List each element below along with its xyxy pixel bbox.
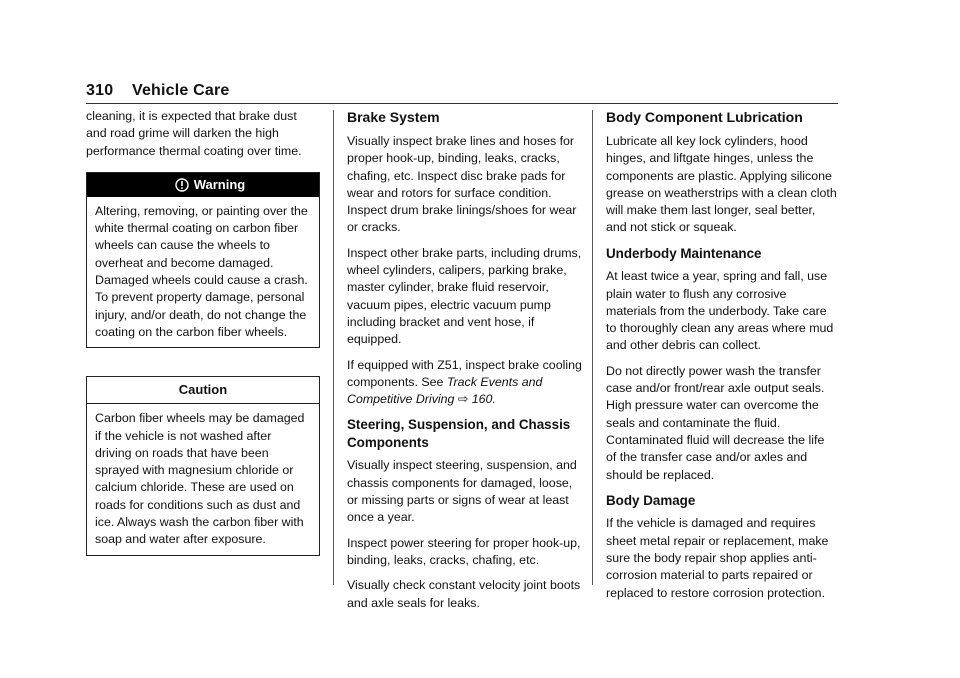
page-ref-number: 160: [471, 392, 493, 407]
caution-box: [86, 376, 320, 555]
steering-paragraph-1: Visually inspect steering, suspension, and chassis components for damaged, loose, or missing parts or signs of wear at least once a year.: [347, 458, 577, 525]
warning-title-bar: [87, 173, 319, 197]
page-header: [86, 82, 230, 100]
steering-paragraph-2: Inspect power steering for proper hook-up, binding, leaks, cracks, chafing, etc.: [347, 535, 581, 567]
warning-title: Warning: [193, 176, 246, 192]
column-right: [606, 108, 838, 610]
brake-system-heading: Brake System: [347, 109, 440, 125]
intro-paragraph: cleaning, it is expected that brake dust and road grime will darken the high performance thermal coating over time.: [86, 109, 302, 158]
underbody-paragraph-1: At least twice a year, spring and fall, use plain water to flush any corrosive materials from the underbody. Take care to thoroughly clean any areas where mud and other debris can collect.: [606, 269, 834, 353]
steering-paragraph-3: Visually check constant velocity joint boots and axle seals for leaks.: [347, 578, 581, 610]
brake-paragraph-2: Inspect other brake parts, including drums, wheel cylinders, calipers, parking brake, master cylinder, brake fluid reservoir, vacuum pipes, electric vacuum pump including bracket and vent hose, if equipped.: [347, 245, 582, 347]
column-left: [86, 108, 320, 556]
lubrication-paragraph: Lubricate all key lock cylinders, hood hinges, and liftgate hinges, unless the components are plastic. Applying silicone grease on weatherstrips with a clean cloth will make them last longer, seal better, and not stick or squeak.: [606, 134, 837, 235]
steering-heading: Steering, Suspension, and Chassis Components: [347, 417, 571, 450]
underbody-paragraph-2: Do not directly power wash the transfer case and/or front/rear axle output seals. High pressure water can overcome the seals and contaminate the fluid. Contaminated fluid will decrease the life of the transfer case and/or axles and should be replaced.: [606, 363, 825, 482]
track-events-link[interactable]: Track Events and Competitive Driving: [347, 374, 543, 407]
page-number: 310: [86, 82, 114, 99]
underbody-heading: Underbody Maintenance: [606, 245, 762, 261]
header-rule: [86, 103, 838, 104]
column-divider: [333, 110, 334, 585]
warning-icon: [175, 178, 189, 192]
body-damage-heading: Body Damage: [606, 492, 696, 508]
lubrication-heading: Body Component Lubrication: [606, 109, 803, 125]
warning-box: [86, 172, 320, 348]
brake-z51-text: If equipped with Z51, inspect brake cooling components. See: [347, 357, 582, 389]
brake-paragraph-3: If equipped with Z51, inspect brake cooling components. See Track Events and Competitive Driving ⇨ 160.: [347, 357, 582, 407]
section-title: Vehicle Care: [131, 82, 230, 99]
page-ref-icon: ⇨: [457, 392, 469, 407]
brake-paragraph-1: Visually inspect brake lines and hoses for proper hook-up, binding, leaks, cracks, chafing, etc. Inspect disc brake pads for wear and rotors for surface condition. Inspect drum brake linings/shoes for wear or cracks.: [347, 134, 577, 235]
caution-title: Caution: [87, 377, 319, 404]
column-middle: [347, 108, 583, 620]
body-damage-paragraph: If the vehicle is damaged and requires sheet metal repair or replacement, make sure the body repair shop applies anti-corrosion material to parts repaired or replaced to restore corrosion protection.: [606, 516, 829, 600]
caution-text: Carbon fiber wheels may be damaged if the vehicle is not washed after driving on roads that have been sprayed with magnesium chloride or calcium chloride. These are used on roads for conditions such as dust and ice. Always wash the carbon fiber with soap and water after exposure.: [95, 411, 305, 547]
warning-text: Altering, removing, or painting over the white thermal coating on carbon fiber wheels can cause the wheels to overheat and become damaged. Damaged wheels could cause a crash. To prevent property damage, personal injury, and/or death, do not change the coating on the carbon fiber wheels.: [95, 203, 308, 339]
column-divider: [592, 110, 593, 585]
